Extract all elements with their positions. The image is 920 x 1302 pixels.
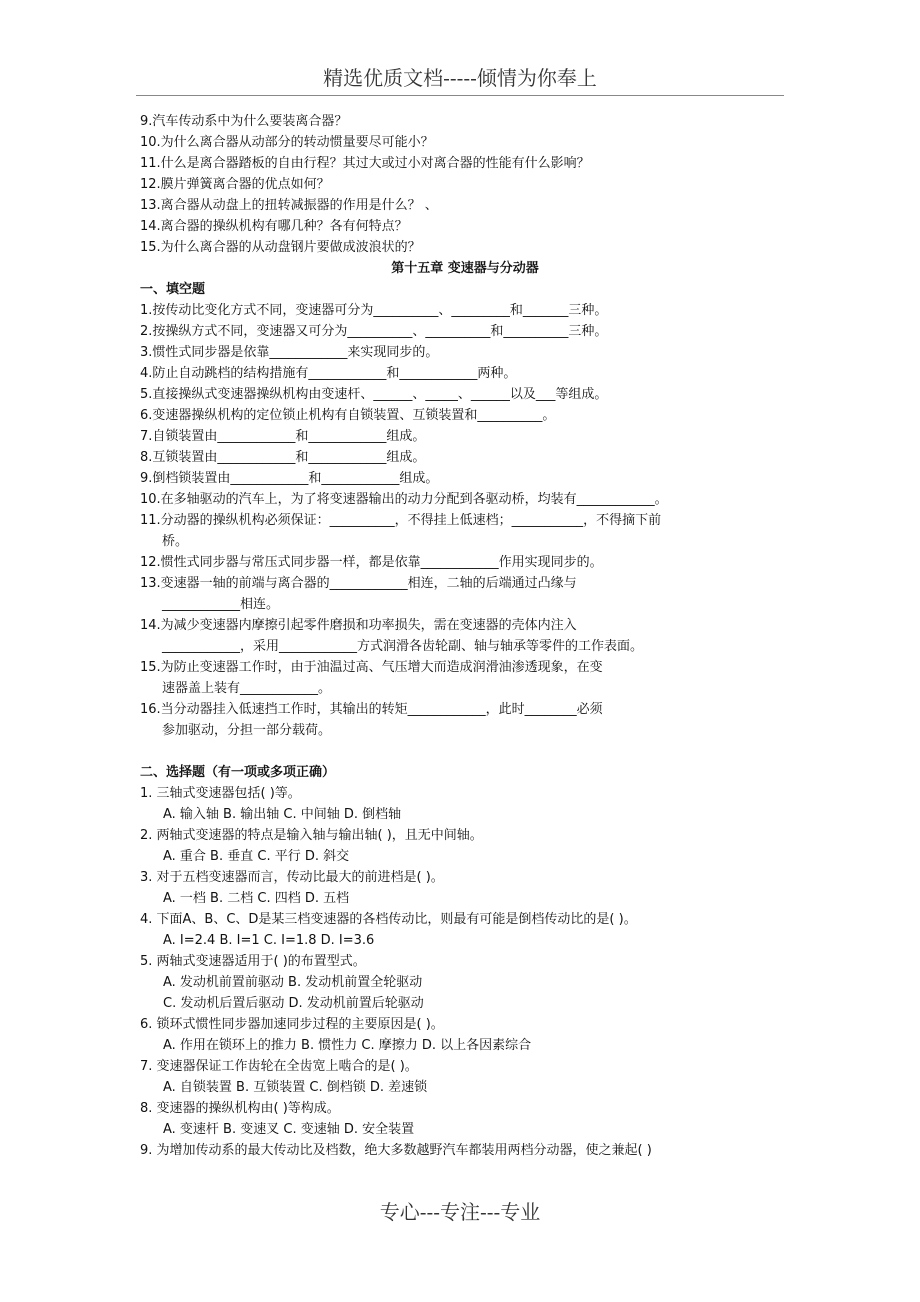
text-line: 速器盖上装有____________。 <box>162 681 332 696</box>
text-line: ____________，采用____________方式润滑各齿轮副、轴与轴承等零件的工作表面。 <box>162 639 644 654</box>
text-line: A. 变速杆 B. 变速叉 C. 变速轴 D. 安全装置 <box>163 1122 415 1137</box>
text-line: 11.什么是离合器踏板的自由行程？其过大或过小对离合器的性能有什么影响？ <box>140 156 590 171</box>
text-line: 参加驱动，分担一部分载荷。 <box>162 723 332 738</box>
text-line: 16.当分动器挂入低速挡工作时，其输出的转矩____________，此时________必须 <box>140 702 603 717</box>
text-line: ____________相连。 <box>162 597 280 612</box>
text-line: 15.为什么离合器的从动盘钢片要做成波浪状的？ <box>140 240 421 255</box>
text-line: 7. 变速器保证工作齿轮在全齿宽上啮合的是( )。 <box>140 1059 418 1074</box>
page-header: 精选优质文档-----倾情为你奉上 <box>323 66 597 90</box>
text-line: A. 一档 B. 二档 C. 四档 D. 五档 <box>163 891 350 906</box>
chapter-title: 第十五章 变速器与分动器 <box>391 261 539 276</box>
text-line: 13.变速器一轴的前端与离合器的____________相连，二轴的后端通过凸缘与 <box>140 576 577 591</box>
text-line: 4.防止自动跳档的结构措施有____________和____________两种。 <box>140 366 517 381</box>
text-line: A. 自锁装置 B. 互锁装置 C. 倒档锁 D. 差速锁 <box>163 1080 428 1095</box>
text-line: 4. 下面A、B、C、D是某三档变速器的各档传动比，则最有可能是倒档传动比的是( )。 <box>140 912 637 927</box>
text-line: 6.变速器操纵机构的定位锁止机构有自锁装置、互锁装置和__________。 <box>140 408 556 423</box>
blank-line <box>140 741 790 762</box>
header-rule <box>136 95 784 96</box>
text-line: 15.为防止变速器工作时，由于油温过高、气压增大而造成润滑油渗透现象，在变 <box>140 660 603 675</box>
text-line: 3.惯性式同步器是依靠____________来实现同步的。 <box>140 345 439 360</box>
text-line: 5. 两轴式变速器适用于( )的布置型式。 <box>140 954 366 969</box>
text-line: 5.直接操纵式变速器操纵机构由变速杆、______、_____、______以及___等组成。 <box>140 387 608 402</box>
section-heading: 一、填空题 <box>140 282 206 297</box>
text-line: 2.按操纵方式不同，变速器又可分为__________、__________和__________三种。 <box>140 324 608 339</box>
text-line: 9. 为增加传动系的最大传动比及档数，绝大多数越野汽车都装用两档分动器，使之兼起( ) <box>140 1143 652 1158</box>
section-heading: 二、选择题（有一项或多项正确） <box>140 765 336 780</box>
page-footer: 专心---专注---专业 <box>379 1200 541 1224</box>
text-line: 6. 锁环式惯性同步器加速同步过程的主要原因是( )。 <box>140 1017 444 1032</box>
text-line: 10.为什么离合器从动部分的转动惯量要尽可能小？ <box>140 135 434 150</box>
text-line: A. I=2.4 B. I=1 C. I=1.8 D. I=3.6 <box>163 933 375 948</box>
text-line: 9.汽车传动系中为什么要装离合器？ <box>140 114 348 129</box>
text-line: 12.膜片弹簧离合器的优点如何？ <box>140 177 330 192</box>
text-line: A. 重合 B. 垂直 C. 平行 D. 斜交 <box>163 849 350 864</box>
text-line: 3. 对于五档变速器而言，传动比最大的前进档是( )。 <box>140 870 444 885</box>
document-body <box>140 111 790 1161</box>
text-line: 桥。 <box>162 534 189 549</box>
text-line: 11.分动器的操纵机构必须保证：__________，不得挂上低速档；___________，不得摘下前 <box>140 513 662 528</box>
text-line: 10.在多轴驱动的汽车上，为了将变速器输出的动力分配到各驱动桥，均装有____________。 <box>140 492 668 507</box>
text-line: 2. 两轴式变速器的特点是输入轴与输出轴( )，且无中间轴。 <box>140 828 483 843</box>
text-line: 1. 三轴式变速器包括( )等。 <box>140 786 301 801</box>
text-line: 13.离合器从动盘上的扭转减振器的作用是什么？ 、 <box>140 198 438 213</box>
text-line: C. 发动机后置后驱动 D. 发动机前置后轮驱动 <box>163 996 424 1011</box>
text-line: 9.倒档锁装置由____________和____________组成。 <box>140 471 439 486</box>
text-line: 14.离合器的操纵机构有哪几种？各有何特点？ <box>140 219 408 234</box>
text-line: A. 输入轴 B. 输出轴 C. 中间轴 D. 倒档轴 <box>163 807 402 822</box>
text-line: 7.自锁装置由____________和____________组成。 <box>140 429 426 444</box>
text-line: 8. 变速器的操纵机构由( )等构成。 <box>140 1101 340 1116</box>
text-line: 12.惯性式同步器与常压式同步器一样，都是依靠____________作用实现同步的。 <box>140 555 603 570</box>
text-line: 14.为减少变速器内摩擦引起零件磨损和功率损失，需在变速器的壳体内注入 <box>140 618 577 633</box>
text-line: 8.互锁装置由____________和____________组成。 <box>140 450 426 465</box>
text-line: A. 作用在锁环上的推力 B. 惯性力 C. 摩擦力 D. 以上各因素综合 <box>163 1038 532 1053</box>
text-line: 1.按传动比变化方式不同，变速器可分为__________、_________和_______三种。 <box>140 303 608 318</box>
text-line: A. 发动机前置前驱动 B. 发动机前置全轮驱动 <box>163 975 423 990</box>
